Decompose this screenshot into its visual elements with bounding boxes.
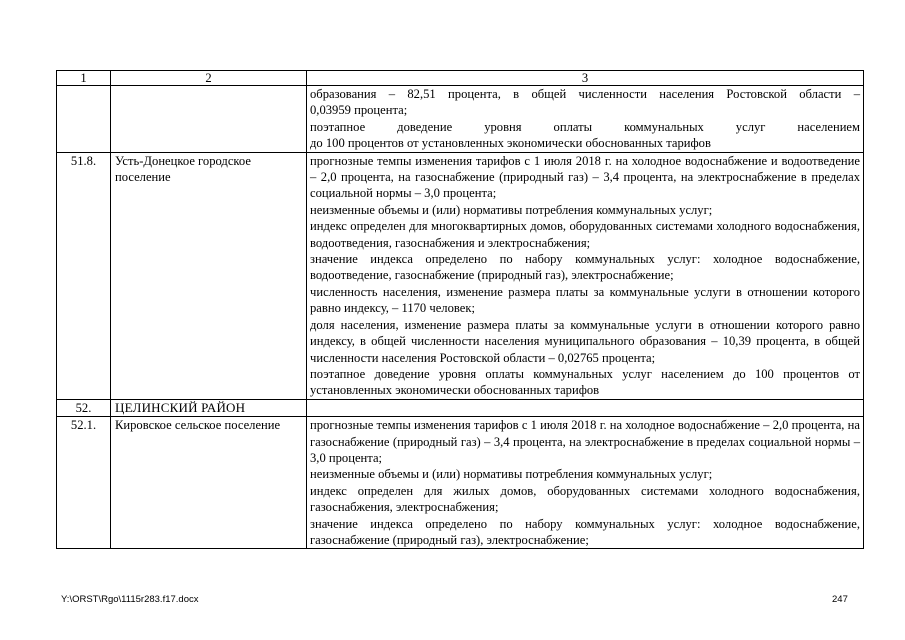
paragraph: индекс определен для многоквартирных домов, оборудованных системами холодного водоснабжения, водоотведения, газоснабжения и электроснабжения; bbox=[310, 219, 860, 250]
row-number: 51.8. bbox=[57, 152, 111, 399]
cont-line: поэтапное доведение уровня оплаты коммунальных услуг населением bbox=[310, 119, 860, 134]
tariff-index-table bbox=[56, 70, 864, 549]
cont-name-cell bbox=[111, 86, 307, 153]
row-52 bbox=[57, 399, 864, 416]
cont-num-cell bbox=[57, 86, 111, 153]
page-number: 247 bbox=[832, 594, 848, 605]
header-col-1: 1 bbox=[57, 71, 111, 86]
cont-line: 0,03959 процента; bbox=[310, 103, 408, 118]
settlement-name: Кировское сельское поселение bbox=[111, 417, 307, 549]
paragraph: прогнозные темпы изменения тарифов с 1 июля 2018 г. на холодное водоснабжение и водоотведение – 2,0 процента, на газоснабжение (природный газ) – 3,4 процента, на электроснабжение в пределах социальной нормы – 3,0 процента; bbox=[310, 153, 860, 201]
row-number: 52. bbox=[57, 399, 111, 416]
paragraph: значение индекса определено по набору коммунальных услуг: холодное водоснабжение, водоотведение, газоснабжение (природный газ), электроснабжение; bbox=[310, 252, 860, 283]
paragraph: индекс определен для жилых домов, оборудованных системами холодного водоснабжения, газоснабжения, электроснабжения; bbox=[310, 483, 860, 515]
row-52-1 bbox=[57, 417, 864, 549]
row-description bbox=[307, 152, 864, 399]
row-number: 52.1. bbox=[57, 417, 111, 549]
file-path: Y:\ORST\Rgo\1115r283.f17.docx bbox=[61, 594, 199, 605]
district-name: ЦЕЛИНСКИЙ РАЙОН bbox=[111, 399, 307, 416]
settlement-name: Усть-Донецкое городское поселение bbox=[111, 152, 307, 399]
row-51-8 bbox=[57, 152, 864, 399]
cont-text-cell bbox=[307, 86, 864, 153]
paragraph: прогнозные темпы изменения тарифов с 1 июля 2018 г. на холодное водоснабжение – 2,0 процента, на газоснабжение (природный газ) – 3,4 процента, на электроснабжение в пределах социальной нормы – 3,0 процента; bbox=[310, 418, 860, 465]
paragraph: поэтапное доведение уровня оплаты коммунальных услуг населением до 100 процентов от установленных экономически обоснованных тарифов bbox=[310, 366, 860, 398]
paragraph: неизменные объемы и (или) нормативы потребления коммунальных услуг; bbox=[310, 202, 713, 217]
cont-line: до 100 процентов от установленных экономически обоснованных тарифов bbox=[310, 136, 711, 151]
cont-line: образования – 82,51 процента, в общей численности населения Ростовской области – bbox=[310, 87, 860, 101]
header-col-3: 3 bbox=[307, 71, 864, 86]
paragraph: численность населения, изменение размера платы за коммунальные услуги в отношении которого равно индексу, – 1170 человек; bbox=[310, 284, 860, 316]
row-description bbox=[307, 417, 864, 549]
paragraph: неизменные объемы и (или) нормативы потребления коммунальных услуг; bbox=[310, 467, 713, 482]
header-row bbox=[57, 71, 864, 86]
header-col-2: 2 bbox=[111, 71, 307, 86]
continuation-row bbox=[57, 86, 864, 153]
paragraph: доля населения, изменение размера платы за коммунальные услуги в отношении которого равно индексу, в общей численности населения муниципального образования – 10,39 процента, в общей численности населения Ростовской области – 0,02765 процента; bbox=[310, 317, 860, 365]
paragraph: значение индекса определено по набору коммунальных услуг: холодное водоснабжение, газоснабжение (природный газ), электроснабжение; bbox=[310, 516, 860, 547]
empty-cell bbox=[307, 399, 864, 416]
